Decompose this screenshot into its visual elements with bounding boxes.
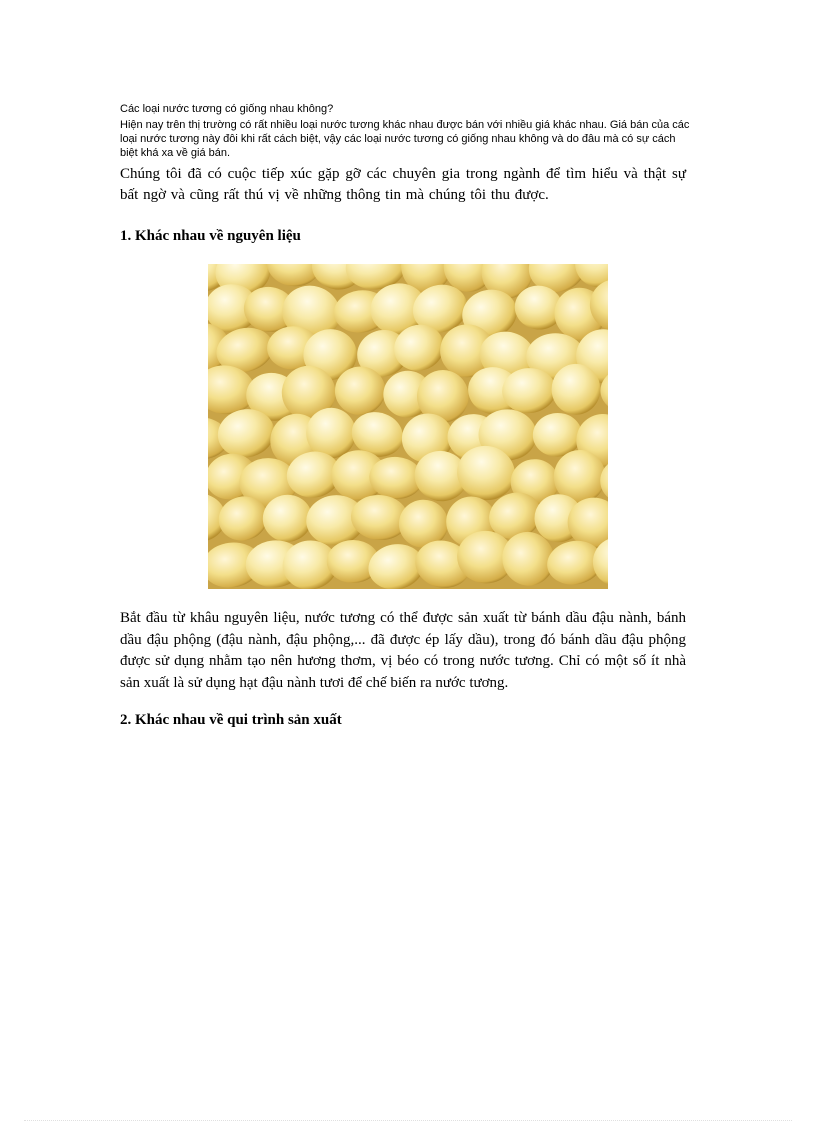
lead-paragraph: Chúng tôi đã có cuộc tiếp xúc gặp gỡ các chuyên gia trong ngành để tìm hiểu và thật sự bất ngờ và cũng rất thú vị về những thông tin mà chúng tôi thu được. <box>120 166 686 203</box>
section1-paragraph: Bắt đầu từ khâu nguyên liệu, nước tương có thể được sản xuất từ bánh dầu đậu nành, bánh dầu đậu phộng (đậu nành, đậu phộng,... đã được ép lấy dầu), trong đó bánh dầu đậu phộng được sử dụng nhằm tạo nên hương thơm, vị béo có trong nước tương. Chỉ có một số ít nhà sản xuất là sử dụng hạt đậu nành tươi để chế biến ra nước tương. <box>120 610 686 691</box>
page-bottom-rule <box>24 1120 792 1121</box>
section2-heading: 2. Khác nhau về qui trình sản xuất <box>120 712 342 728</box>
intro-paragraph: Hiện nay trên thị trường có rất nhiều loại nước tương khác nhau được bán với nhiều giá khác nhau. Giá bán của các loại nước tương này đôi khi rất cách biệt, vậy các loại nước tương có giống nhau không và do đâu mà có sự cách biệt khá xa về giá bán. <box>120 119 690 159</box>
intro-question: Các loại nước tương có giống nhau không? <box>120 103 334 115</box>
section1-heading: 1. Khác nhau về nguyên liệu <box>120 228 301 244</box>
soybeans-photo <box>208 264 608 589</box>
